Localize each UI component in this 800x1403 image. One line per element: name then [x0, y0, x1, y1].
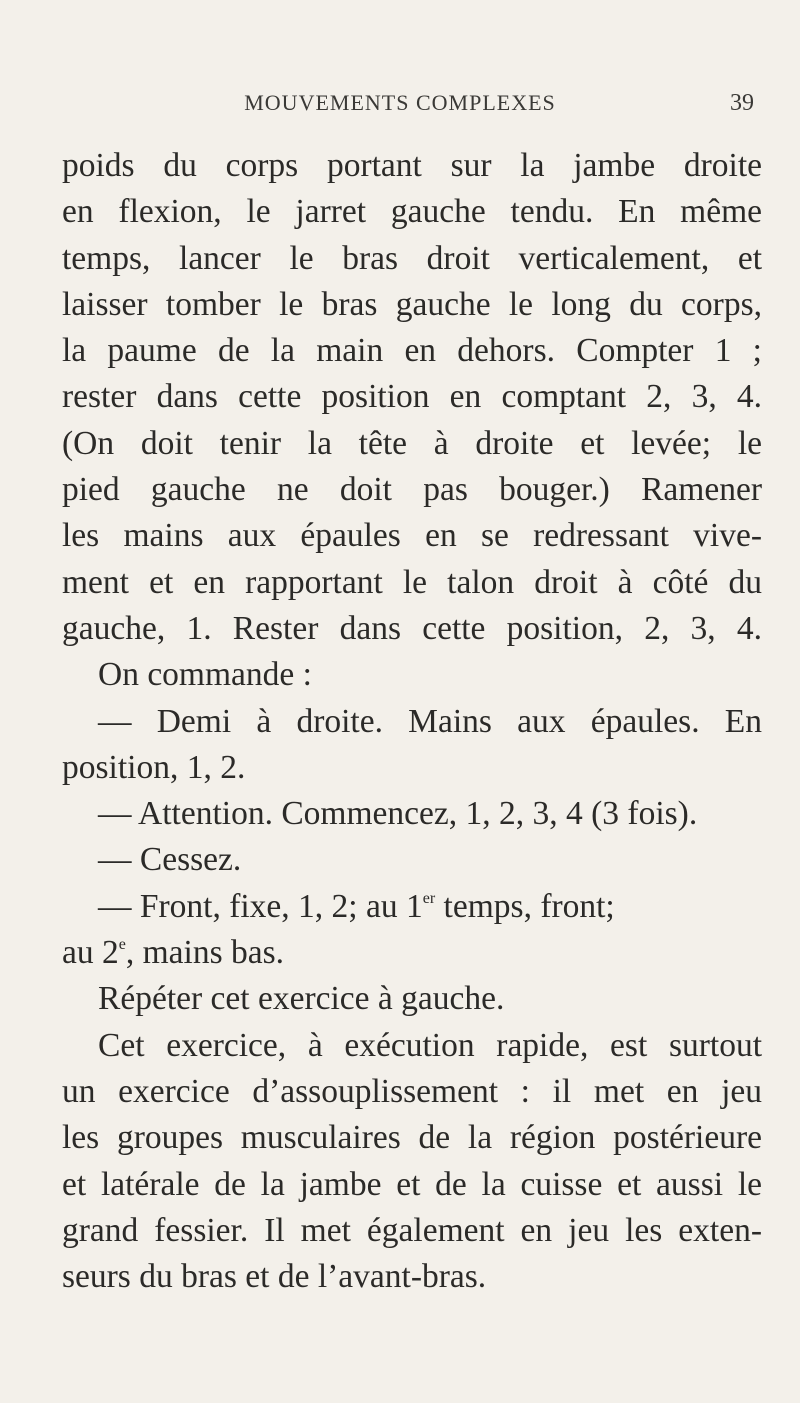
running-title: MOUVEMENTS COMPLEXES	[244, 90, 556, 115]
text-line: pied gauche ne doit pas bouger.) Ramener	[62, 471, 762, 509]
text-line: — Cessez.	[98, 841, 242, 879]
line-part: — Front, fixe, 1, 2; au 1	[98, 887, 423, 925]
text-line: et latérale de la jambe et de la cuisse et aussi le	[62, 1165, 762, 1203]
text-line: temps, lancer le bras droit verticalement, et	[62, 239, 762, 277]
text-line: On commande :	[98, 656, 312, 694]
text-line: les mains aux épaules en se redressant vive-	[62, 517, 762, 555]
text-line: seurs du bras et de l’avant-bras.	[62, 1258, 487, 1296]
text-line: les groupes musculaires de la région postérieure	[62, 1119, 762, 1157]
text-line	[62, 930, 762, 976]
text-line: la paume de la main en dehors. Compter 1 ;	[62, 332, 762, 370]
superscript: e	[118, 936, 126, 954]
text-line: gauche, 1. Rester dans cette position, 2, 3, 4.	[62, 609, 762, 647]
text-line: un exercice d’assouplissement : il met en jeu	[62, 1072, 762, 1110]
text-line: ment et en rapportant le talon droit à côté du	[62, 563, 762, 601]
text-line: grand fessier. Il met également en jeu les exten-	[62, 1211, 762, 1249]
line-part: temps, front;	[435, 887, 615, 925]
running-header	[0, 90, 800, 124]
text-line: — Attention. Commencez, 1, 2, 3, 4 (3 fois).	[98, 795, 698, 833]
page-number: 39	[730, 90, 754, 116]
text-line: (On doit tenir la tête à droite et levée; le	[62, 424, 762, 462]
text-line: rester dans cette position en comptant 2, 3, 4.	[62, 378, 762, 416]
line-part: , mains bas.	[125, 934, 285, 972]
text-line: Cet exercice, à exécution rapide, est surtout	[98, 1026, 762, 1064]
text-line: poids du corps portant sur la jambe droite	[62, 147, 762, 184]
text-line: en flexion, le jarret gauche tendu. En même	[62, 193, 762, 231]
text-line: — Demi à droite. Mains aux épaules. En	[98, 702, 762, 740]
body-text	[62, 143, 762, 1300]
line-part: au 2	[62, 934, 119, 972]
text-line: Répéter cet exercice à gauche.	[98, 980, 505, 1018]
superscript: er	[422, 889, 436, 907]
text-line: laisser tomber le bras gauche le long du corps,	[62, 285, 762, 323]
text-line	[62, 884, 762, 930]
text-line: position, 1, 2.	[62, 748, 246, 786]
